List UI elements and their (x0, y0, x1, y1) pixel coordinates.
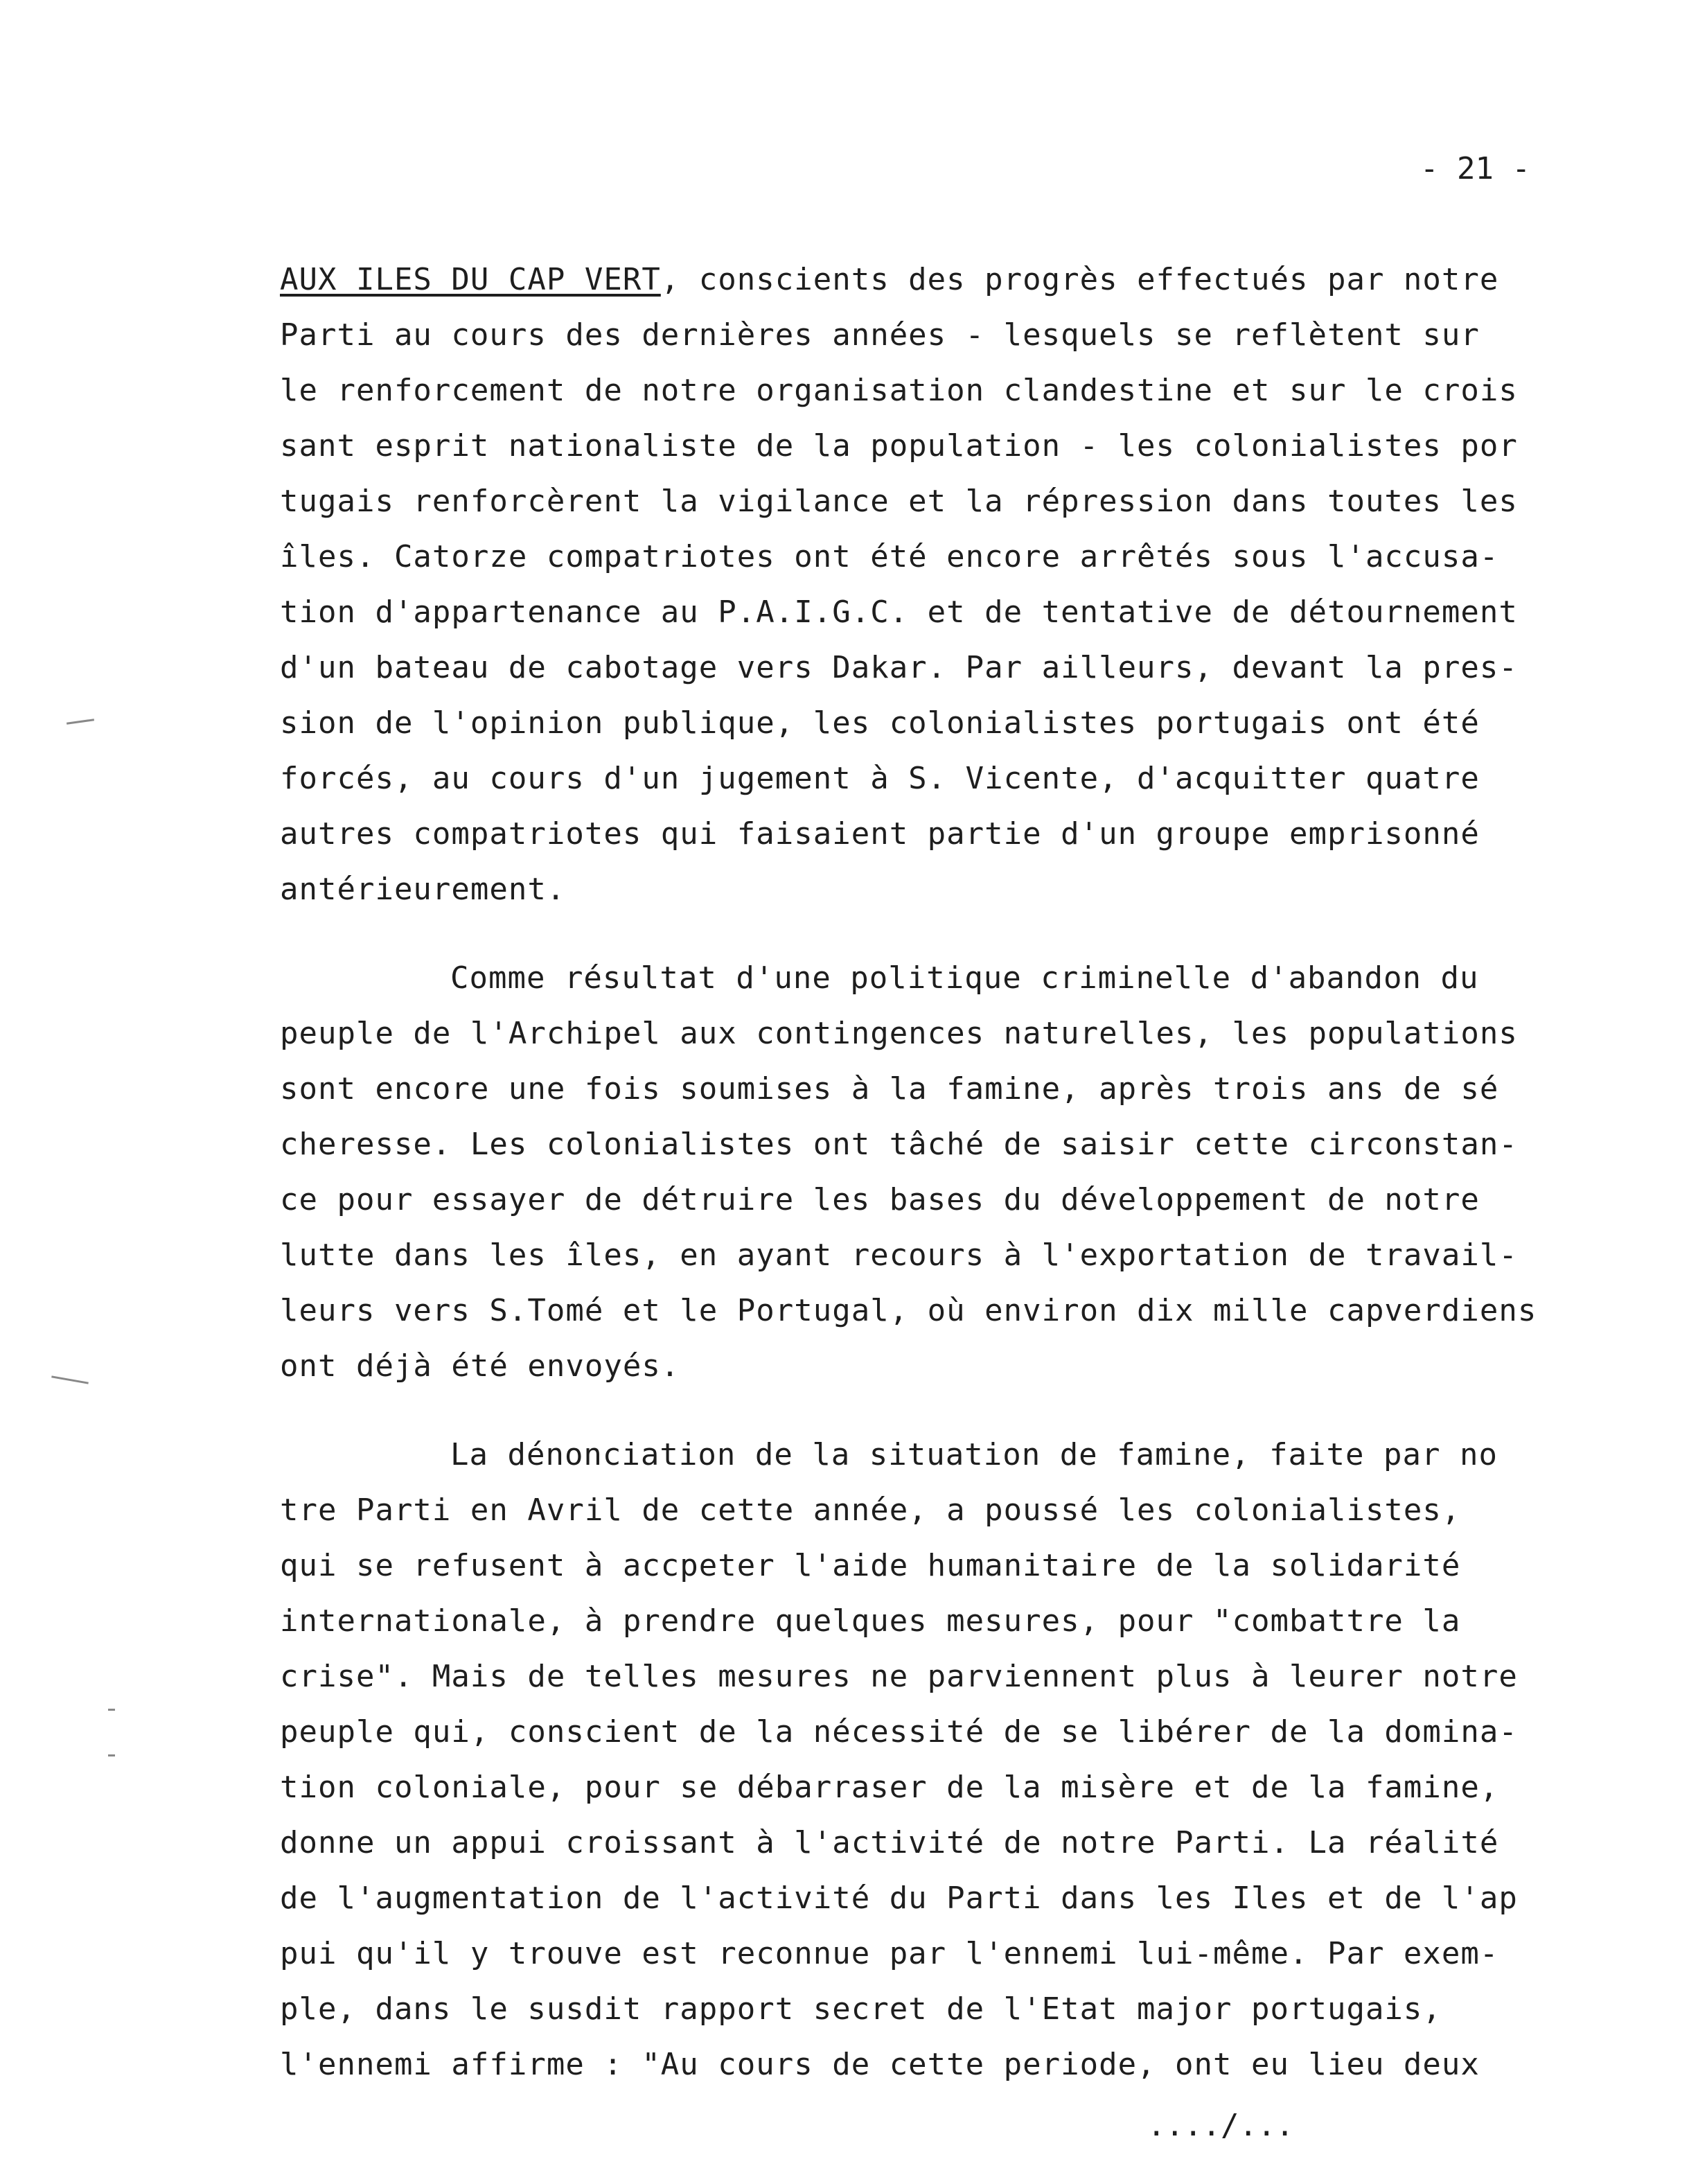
margin-mark (108, 1709, 115, 1711)
text-line: donne un appui croissant à l'activité de notre Parti. La réalité (280, 1825, 1499, 1860)
paragraph-1 (280, 252, 1638, 917)
text-line: lutte dans les îles, en ayant recours à l'exportation de travail- (280, 1238, 1518, 1273)
text-line: pui qu'il y trouve est reconnue par l'ennemi lui-même. Par exem- (280, 1936, 1499, 1971)
text-line: sion de l'opinion publique, les colonialistes portugais ont été (280, 705, 1480, 741)
text-line: sont encore une fois soumises à la famine, après trois ans de sé (280, 1071, 1499, 1107)
text-line: Parti au cours des dernières années - lesquels se reflètent sur (280, 317, 1480, 353)
text-line: internationale, à prendre quelques mesures, pour "combattre la (280, 1603, 1461, 1639)
text-line: cheresse. Les colonialistes ont tâché de saisir cette circonstan- (280, 1127, 1518, 1162)
text-line: de l'augmentation de l'activité du Parti dans les Iles et de l'ap (280, 1881, 1518, 1916)
text-line: crise". Mais de telles mesures ne parviennent plus à leurer notre (280, 1659, 1518, 1694)
text-line: d'un bateau de cabotage vers Dakar. Par ailleurs, devant la pres- (280, 650, 1518, 685)
text-line: îles. Catorze compatriotes ont été encore arrêtés sous l'accusa- (280, 539, 1499, 574)
text-line: l'ennemi affirme : "Au cours de cette periode, ont eu lieu deux (280, 2047, 1480, 2082)
text-line: autres compatriotes qui faisaient partie d'un groupe emprisonné (280, 816, 1480, 852)
text-line: qui se refusent à accpeter l'aide humanitaire de la solidarité (280, 1548, 1461, 1583)
text-line: La dénonciation de la situation de famine, faite par no (450, 1437, 1498, 1472)
text-line: forcés, au cours d'un jugement à S. Vicente, d'acquitter quatre (280, 761, 1480, 796)
text-line: peuple de l'Archipel aux contingences naturelles, les populations (280, 1016, 1518, 1051)
text-line: Comme résultat d'une politique criminelle d'abandon du (450, 960, 1479, 996)
margin-mark (108, 1754, 115, 1756)
text-line: peuple qui, conscient de la nécessité de se libérer de la domina- (280, 1714, 1518, 1750)
paragraph-2 (280, 951, 1638, 1394)
margin-mark (67, 719, 94, 725)
text-line: ple, dans le susdit rapport secret de l'Etat major portugais, (280, 1991, 1442, 2027)
continuation-mark: ..../... (1147, 2108, 1294, 2143)
page-number: - 21 - (1420, 151, 1530, 186)
section-heading-underlined: AUX ILES DU CAP VERT (280, 262, 661, 297)
text-line: AUX ILES DU CAP VERT, conscients des progrès effectués par notre (280, 262, 1499, 297)
text-line: sant esprit nationaliste de la population - les colonialistes por (280, 428, 1518, 464)
body-text (280, 252, 1638, 2093)
text-line: tugais renforcèrent la vigilance et la répression dans toutes les (280, 484, 1518, 519)
text-line: antérieurement. (280, 872, 566, 907)
text-line: ont déjà été envoyés. (280, 1348, 680, 1384)
paragraph-3 (280, 1427, 1638, 2093)
text-line: le renforcement de notre organisation clandestine et sur le crois (280, 373, 1518, 408)
text-line: ce pour essayer de détruire les bases du développement de notre (280, 1182, 1480, 1217)
text-line: tion coloniale, pour se débarraser de la misère et de la famine, (280, 1770, 1499, 1805)
text-line: tion d'appartenance au P.A.I.G.C. et de tentative de détournement (280, 595, 1518, 630)
text-line: leurs vers S.Tomé et le Portugal, où environ dix mille capverdiens (280, 1293, 1537, 1328)
text-line: tre Parti en Avril de cette année, a poussé les colonialistes, (280, 1492, 1461, 1528)
margin-mark (51, 1375, 89, 1384)
